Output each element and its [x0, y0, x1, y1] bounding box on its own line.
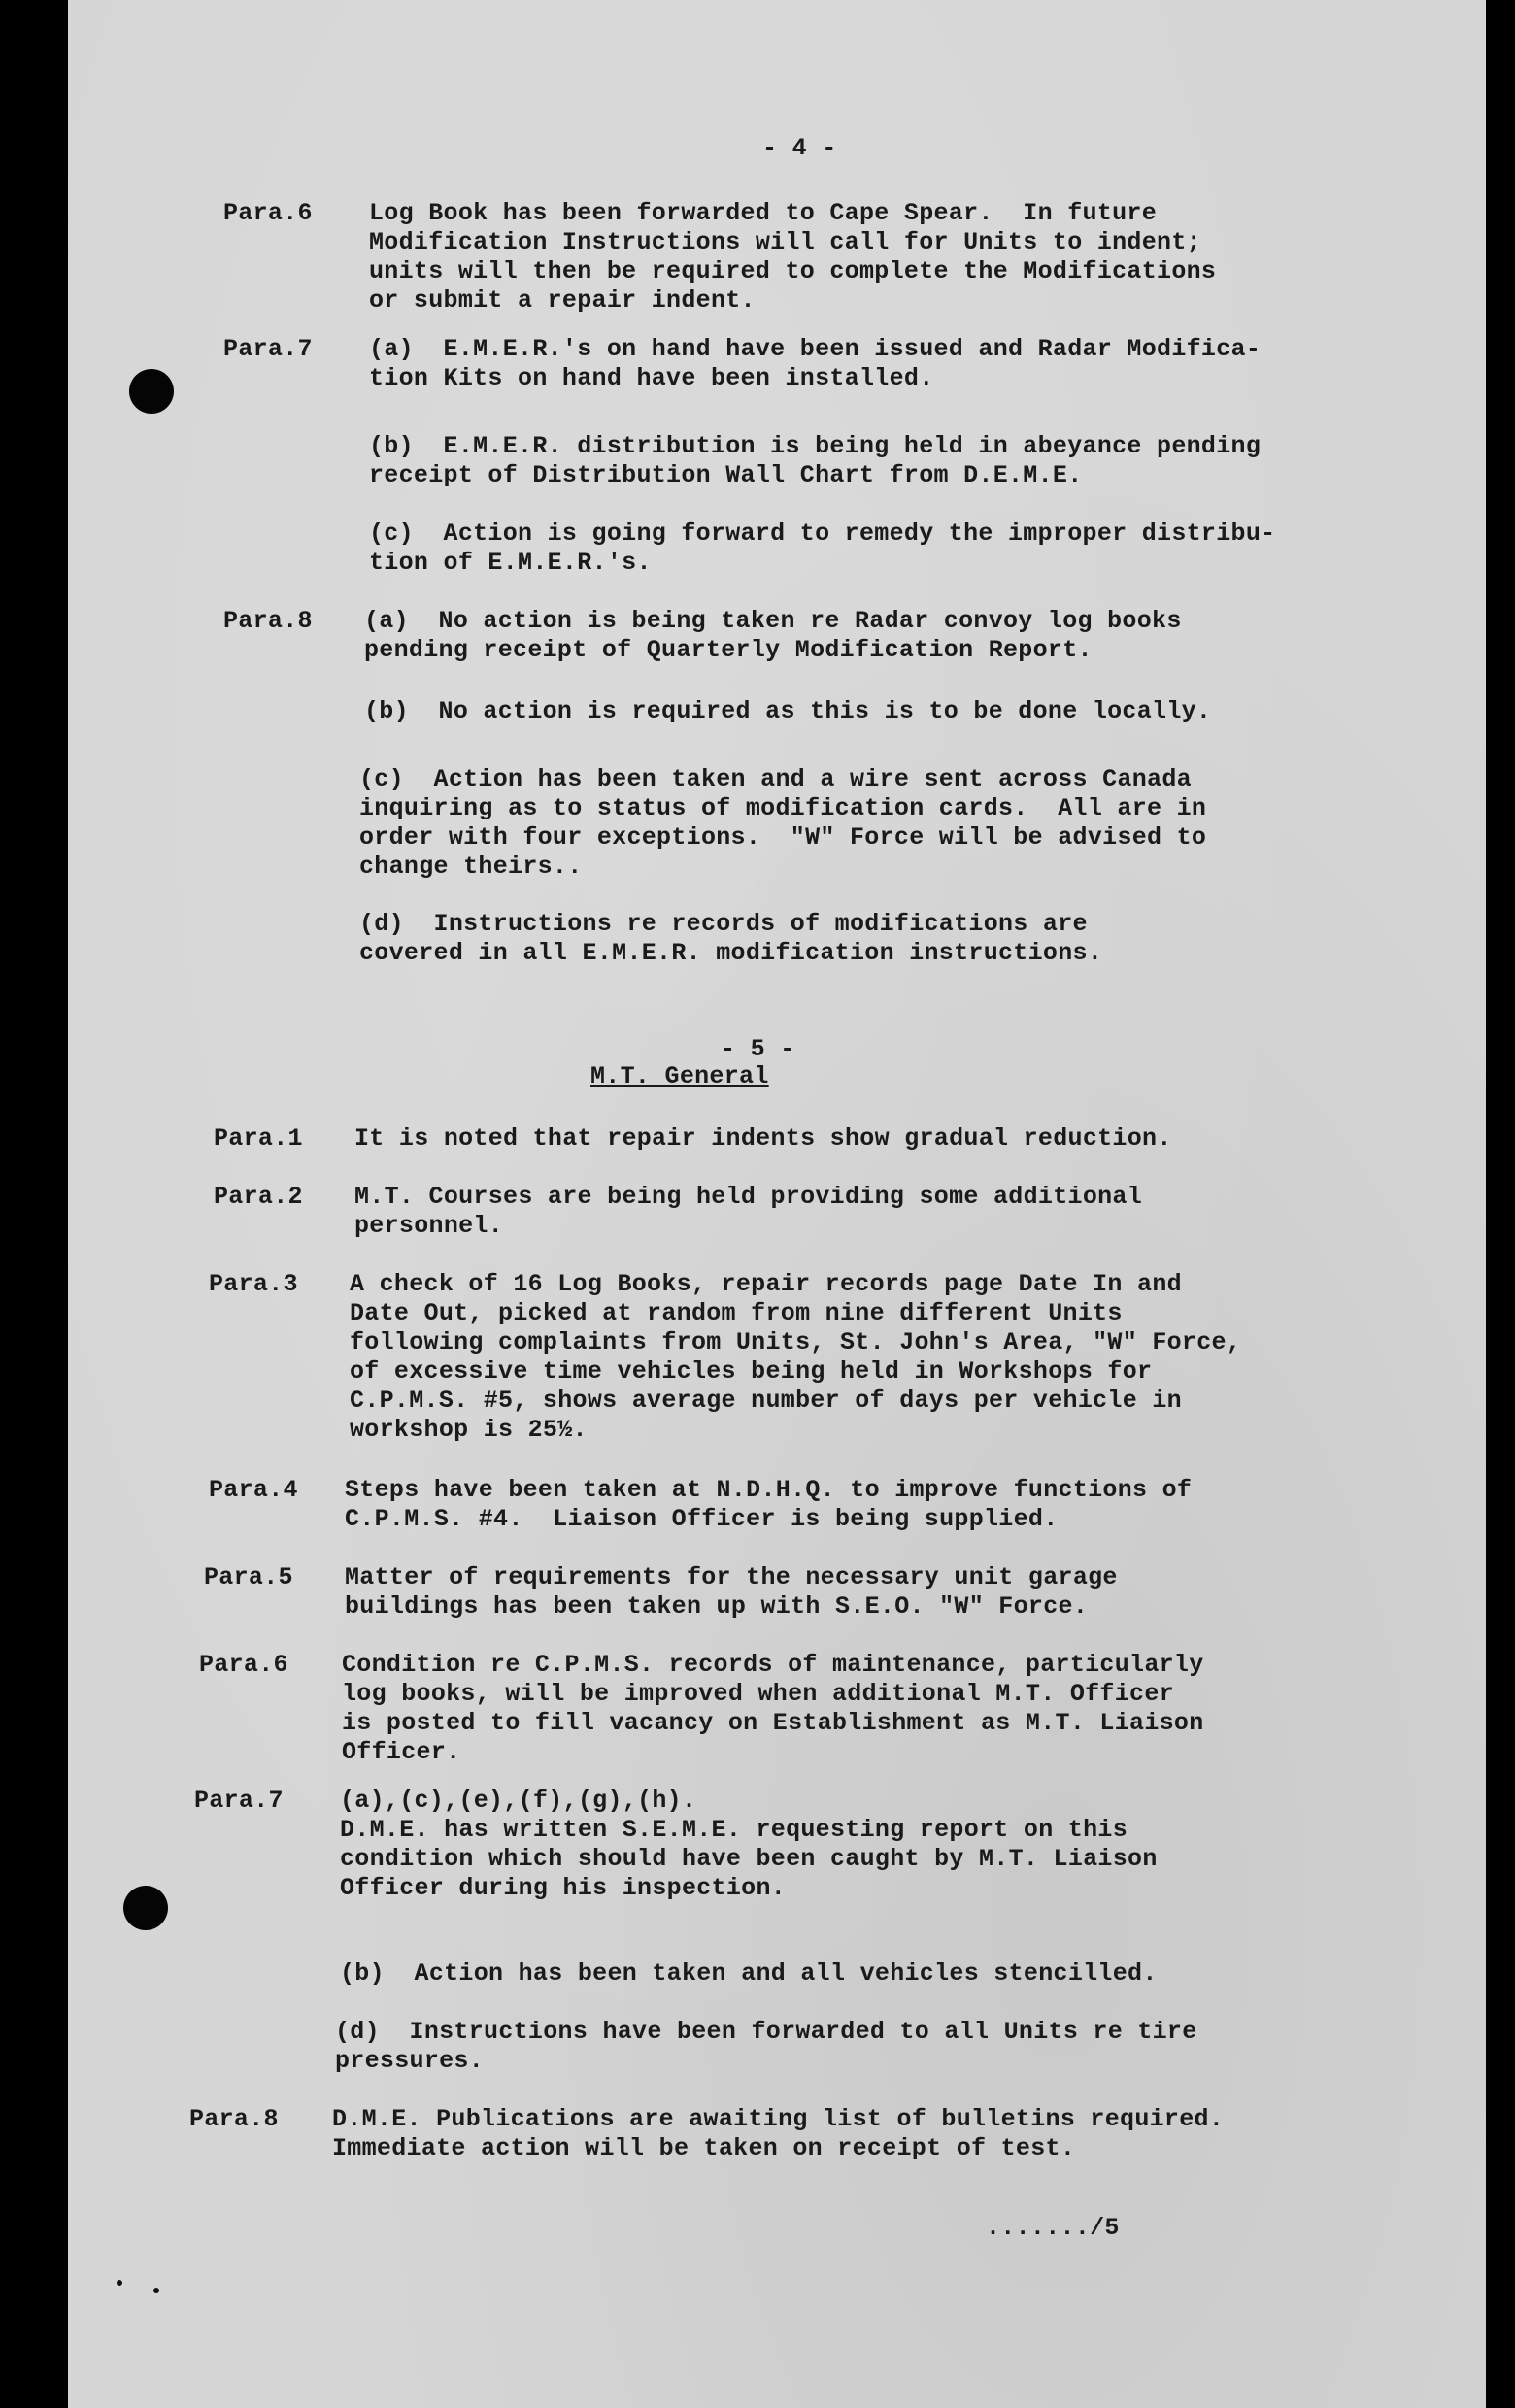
section5-para-line: A check of 16 Log Books, repair records page Date In and: [350, 1270, 1182, 1298]
section5-para-label: Para.8: [189, 2105, 279, 2133]
section5-para-line: personnel.: [354, 1212, 504, 1240]
section5-para-line: D.M.E. Publications are awaiting list of bulletins required.: [332, 2105, 1225, 2133]
section4-para-line: Log Book has been forwarded to Cape Spear. In future: [369, 199, 1158, 227]
section5-para-line: is posted to fill vacancy on Establishment as M.T. Liaison: [342, 1709, 1204, 1737]
section4-para-label: Para.6: [223, 199, 313, 227]
section4-para-line: (c) Action has been taken and a wire sent across Canada: [359, 765, 1192, 793]
section5-para-line: (a),(c),(e),(f),(g),(h).: [340, 1787, 697, 1815]
section5-para-line: It is noted that repair indents show gradual reduction.: [354, 1124, 1172, 1153]
section5-para-line: Date Out, picked at random from nine different Units: [350, 1299, 1123, 1327]
section5-para-line: Officer during his inspection.: [340, 1874, 787, 1902]
section5-para-line: M.T. Courses are being held providing some additional: [354, 1183, 1143, 1211]
section4-para-line: (d) Instructions re records of modifications are: [359, 910, 1088, 938]
section4-para-line: tion of E.M.E.R.'s.: [369, 549, 652, 577]
section5-para-line: (d) Instructions have been forwarded to all Units re tire: [335, 2018, 1197, 2046]
section4-para-line: (a) No action is being taken re Radar convoy log books: [364, 607, 1182, 635]
section4-para-line: (b) No action is required as this is to be done locally.: [364, 697, 1212, 725]
section5-para-line: C.P.M.S. #5, shows average number of days per vehicle in: [350, 1387, 1182, 1415]
punch-hole: [123, 1886, 168, 1930]
section5-para-line: workshop is 25½.: [350, 1416, 588, 1444]
section5-para-line: pressures.: [335, 2047, 485, 2075]
section4-para-line: change theirs..: [359, 853, 583, 881]
section4-para-line: covered in all E.M.E.R. modification instructions.: [359, 939, 1103, 967]
section5-para-line: buildings has been taken up with S.E.O. "W" Force.: [345, 1592, 1089, 1621]
section4-para-line: tion Kits on hand have been installed.: [369, 364, 934, 392]
continuation-marker: ......./5: [986, 2214, 1120, 2242]
section5-para-line: of excessive time vehicles being held in Workshops for: [350, 1357, 1153, 1386]
section5-para-line: Immediate action will be taken on receipt of test.: [332, 2134, 1076, 2162]
section5-para-label: Para.4: [209, 1476, 298, 1504]
section4-para-line: (a) E.M.E.R.'s on hand have been issued and Radar Modifica-: [369, 335, 1262, 363]
punch-hole: [129, 369, 174, 414]
speck: [153, 2288, 159, 2293]
section4-para-line: units will then be required to complete the Modifications: [369, 257, 1217, 285]
section5-para-line: Steps have been taken at N.D.H.Q. to improve functions of: [345, 1476, 1193, 1504]
section5-para-line: (b) Action has been taken and all vehicles stencilled.: [340, 1959, 1158, 1988]
section4-para-line: (c) Action is going forward to remedy the improper distribu-: [369, 519, 1276, 548]
section5-para-line: condition which should have been caught by M.T. Liaison: [340, 1845, 1158, 1873]
section4-para-line: Modification Instructions will call for Units to indent;: [369, 228, 1201, 256]
section4-para-line: order with four exceptions. "W" Force will be advised to: [359, 823, 1207, 852]
section4-para-line: or submit a repair indent.: [369, 286, 756, 315]
section5-para-label: Para.2: [214, 1183, 303, 1211]
section5-para-line: C.P.M.S. #4. Liaison Officer is being supplied.: [345, 1505, 1059, 1533]
section5-para-line: log books, will be improved when additional M.T. Officer: [342, 1680, 1174, 1708]
section4-para-line: pending receipt of Quarterly Modification Report.: [364, 636, 1093, 664]
section5-para-line: Condition re C.P.M.S. records of maintenance, particularly: [342, 1651, 1204, 1679]
page-number: - 4 -: [762, 134, 837, 162]
document-page: [68, 0, 1486, 2408]
section4-para-line: (b) E.M.E.R. distribution is being held in abeyance pending: [369, 432, 1262, 460]
section5-para-label: Para.1: [214, 1124, 303, 1153]
section5-para-label: Para.5: [204, 1563, 293, 1591]
section5-para-label: Para.6: [199, 1651, 288, 1679]
section4-para-label: Para.8: [223, 607, 313, 635]
section-5-title: M.T. General: [590, 1062, 769, 1090]
section4-para-label: Para.7: [223, 335, 313, 363]
speck: [117, 2280, 122, 2286]
section5-para-label: Para.3: [209, 1270, 298, 1298]
section5-para-line: D.M.E. has written S.E.M.E. requesting report on this: [340, 1816, 1128, 1844]
section5-para-line: Matter of requirements for the necessary unit garage: [345, 1563, 1118, 1591]
section-5-number: - 5 -: [721, 1035, 795, 1063]
section4-para-line: receipt of Distribution Wall Chart from D.E.M.E.: [369, 461, 1083, 489]
section4-para-line: inquiring as to status of modification cards. All are in: [359, 794, 1207, 822]
section5-para-line: following complaints from Units, St. John's Area, "W" Force,: [350, 1328, 1242, 1356]
section5-para-line: Officer.: [342, 1738, 461, 1766]
section5-para-label: Para.7: [194, 1787, 284, 1815]
